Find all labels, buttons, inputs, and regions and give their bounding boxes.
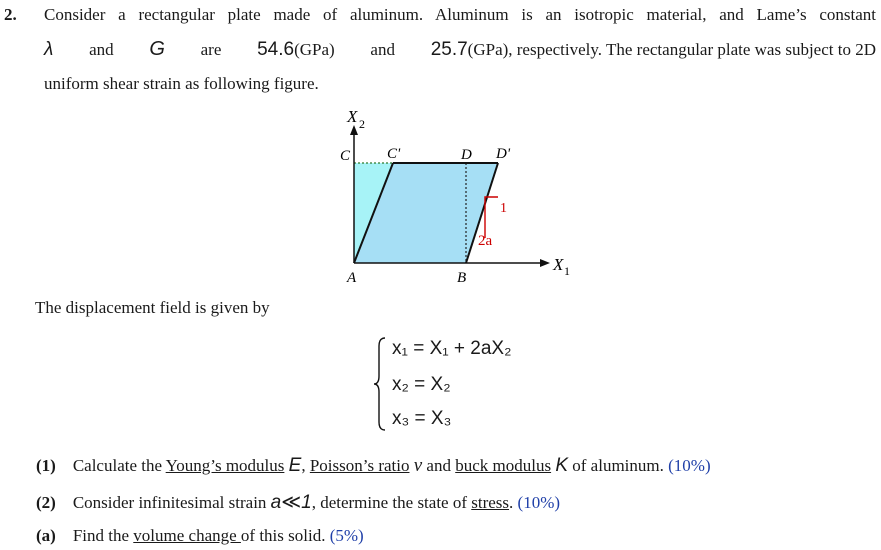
symbol-k: K <box>555 455 569 476</box>
question-1-sep: , <box>301 456 310 475</box>
axis-x1-sub: 1 <box>564 264 570 278</box>
question-2-post: . <box>509 493 514 512</box>
condition-a-small: a≪1 <box>270 492 312 513</box>
equation-2: x₂ = X₂ <box>392 374 451 395</box>
question-1 <box>36 455 711 477</box>
question-2-mid: , determine the state of <box>311 493 472 512</box>
intro-line-2 <box>44 38 876 61</box>
equation-3: x₃ = X₃ <box>392 408 452 429</box>
question-1-post: of aluminum. <box>572 456 664 475</box>
axis-x2-label: X <box>347 107 358 126</box>
term-poissons-ratio: Poisson’s ratio <box>309 456 410 475</box>
question-2-pre: Consider infinitesimal strain <box>72 493 267 512</box>
lambda-symbol: λ <box>44 39 54 60</box>
slope-run-label: 2a <box>478 233 493 249</box>
equation-1: x₁ = X₁ + 2aX₂ <box>392 338 512 359</box>
symbol-nu: ν <box>413 455 423 476</box>
question-2-points: (10%) <box>517 493 561 512</box>
x1-arrowhead <box>540 259 550 267</box>
unit-2: (GPa), respectively. The rectangular plate was subject to 2D <box>467 40 876 59</box>
label-c-prime: C' <box>387 146 401 162</box>
question-2-label: (2) <box>36 493 56 512</box>
label-b: B <box>457 270 467 286</box>
problem-number: 2. <box>4 5 17 24</box>
question-a-post: of this solid. <box>240 526 326 545</box>
and-word-2: and <box>370 40 395 59</box>
x2-arrowhead <box>350 125 358 135</box>
lambda-value: 54.6 <box>257 39 295 60</box>
g-symbol: G <box>149 38 165 60</box>
question-1-pre: Calculate the <box>72 456 166 475</box>
label-d: D <box>461 147 472 163</box>
are-word: are <box>200 40 222 59</box>
axis-x1-label: X <box>553 255 564 274</box>
label-a: A <box>347 270 357 286</box>
question-a <box>36 526 364 546</box>
shear-figure <box>330 100 590 290</box>
unit: (GPa) <box>294 40 335 59</box>
label-c: C <box>340 148 351 164</box>
term-volume-change: volume change <box>133 526 241 545</box>
axis-x2-sub: 2 <box>359 117 365 131</box>
intro-line-3: uniform shear strain as following figure. <box>44 74 319 93</box>
term-stress: stress <box>471 493 510 512</box>
question-a-points: (5%) <box>329 526 364 545</box>
question-1-points: (10%) <box>668 456 711 475</box>
question-1-mid: and <box>426 456 451 475</box>
displacement-intro: The displacement field is given by <box>35 298 270 317</box>
g-value: 25.7 <box>430 39 468 60</box>
intro-line-1: Consider a rectangular plate made of aluminum. Aluminum is an isotropic material, and Lame’s constant <box>44 5 876 24</box>
label-d-prime: D' <box>496 146 511 162</box>
question-a-label: (a) <box>36 526 56 545</box>
question-a-pre: Find the <box>72 526 134 545</box>
question-2 <box>36 491 560 514</box>
term-buck-modulus: buck modulus <box>455 456 552 475</box>
slope-rise-label: 1 <box>500 201 507 216</box>
symbol-e: E <box>288 455 302 476</box>
left-brace <box>373 336 387 432</box>
question-1-label: (1) <box>36 456 56 475</box>
term-youngs-modulus: Young’s modulus <box>165 456 285 475</box>
slope-triangle <box>485 197 498 238</box>
and-word: and <box>89 40 114 59</box>
